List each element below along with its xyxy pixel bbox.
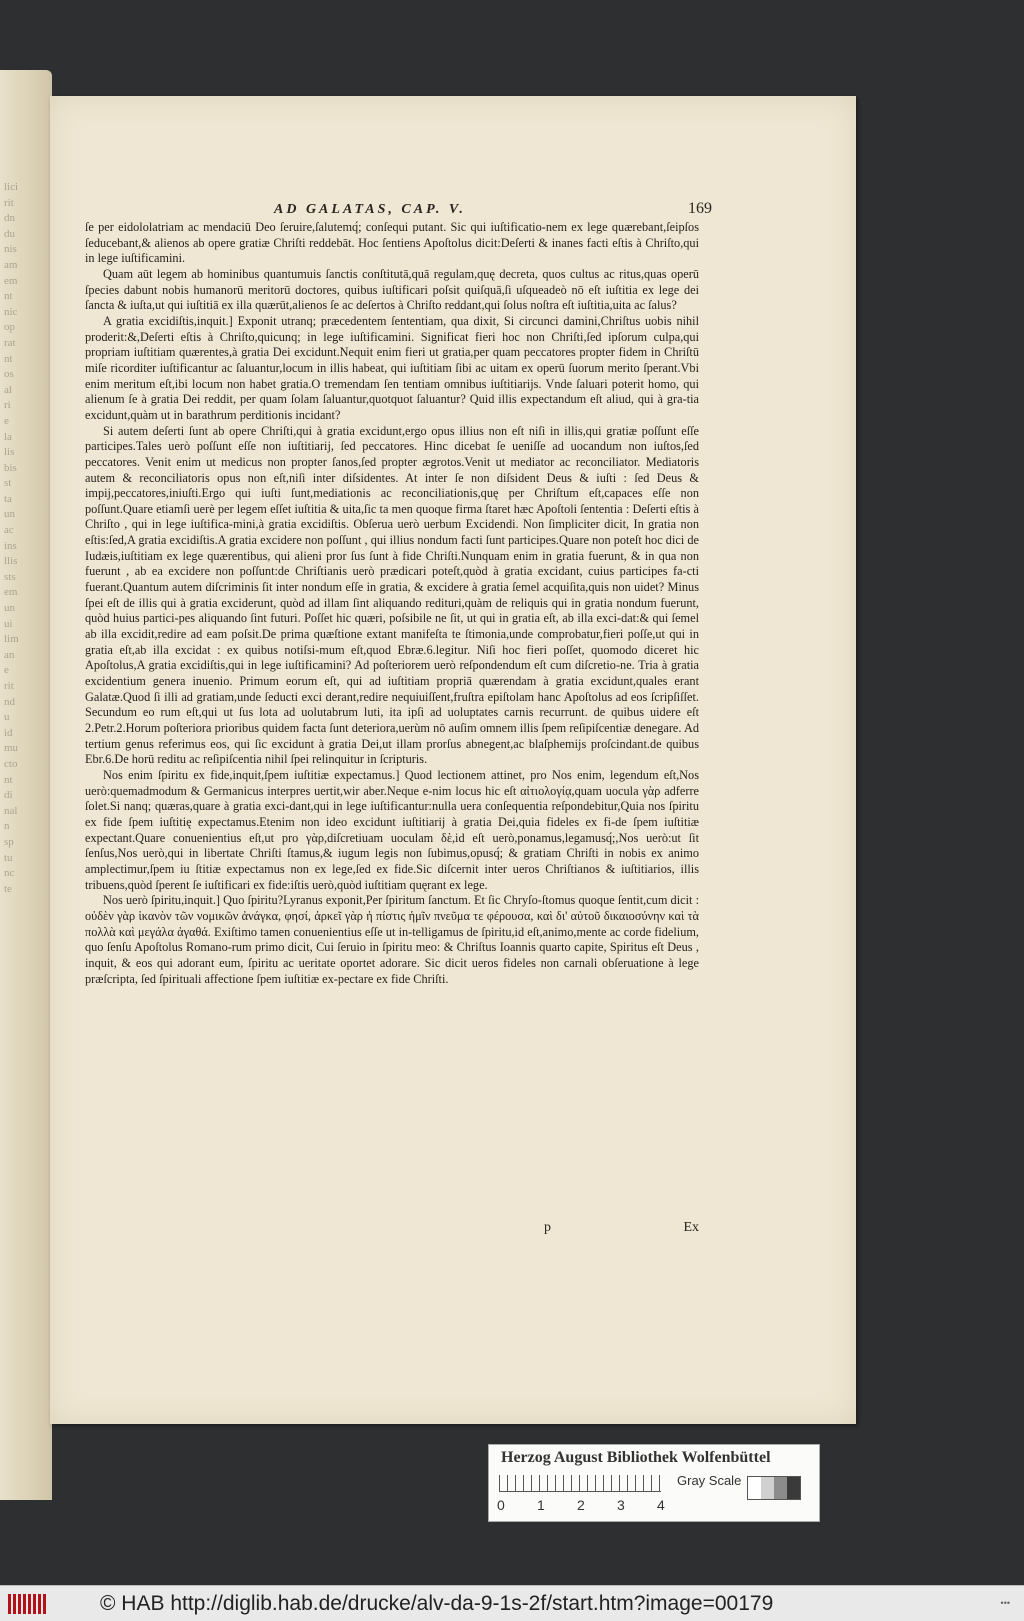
running-title: AD GALATAS, CAP. V. — [274, 202, 466, 217]
gray-swatch — [748, 1477, 761, 1499]
gray-swatch — [787, 1477, 800, 1499]
library-name: Herzog August Bibliothek Wolfenbüttel — [501, 1449, 771, 1466]
facing-page-text-fragments: lici rit dn du nis am em nt nic op rat nt os al ri e la lis bis st ta un ac ins llis sts em un ui lim an e rit nd u id mu cto nt di nal n sp tu nc te — [4, 181, 19, 895]
signature-mark: p — [544, 1220, 551, 1235]
scale-number: 0 — [497, 1497, 505, 1513]
book-page — [50, 96, 856, 1424]
facing-page-edge — [0, 70, 52, 1500]
scale-number: 3 — [617, 1497, 625, 1513]
paragraph: Si autem deſerti ſunt ab opere Chriſti,qui à gratia excidunt,ergo opus illius non eſt niſi in illis,qui gratiæ poſſunt eſſe participes.Tales uerò poſſunt eſſe non iuſtitiarij, ſed peccatores. Hinc dicebat ſe ueniſſe ad uocandum non iuſtos,ſed peccatores. Venit enim ut medicus non propter ſanos,ſed propter ægrotos.Venit ut mediator ac reconciliator. Mediatoris autem & reconciliatoris opus non eſt,niſi inter diſsidentes. At inter ſe non diſsident Deus & iuſti : ſed Deus & impij,peccatores,iniuſti.Ergo qui iuſti ſunt,mediationis ac reconciliationis,quę per Chriſtum eſt,capaces eſſe non poſſunt.Quare etiamſi uerè per legem eſſet iuſtitia & uita,ſic ta men quoque firma ſtaret hæc Apoſtoli ſententia : Deſerti eſtis à Chriſto , qui in lege iuſtifica-mini,à gratia excidiſtis. Obſerua uerò uerbum Excidendi. Non ſimpliciter dicit, In gratia non eſtis:ſed,A gratia excidiſtis.A gratia excidere non poſſunt , qui illius nondum facti ſunt participes.Quare non poteſt hoc dici de Iudæis,iuſtitiam ex lege quærentibus, qui alieni pror ſus ſunt à fide Chriſti.Nunquam enim in gratia fuerunt, & in qua non fuerunt , ab ea excidere non poſſunt:de Chriſtianis uerò prædicari poteſt,quòd à gratia excidant, cuius participes fa-cti fuerant.Quantum autem diſcriminis ſit inter nondum eſſe in gratia, & excidere à gratia ſemel acquiſita,quis non uidet? Minus ſpei eſt de illis qui à gratia exciderunt, quòd ad illam ſint aliquando redituri,quàm de reliquis qui in gratia nondum fuerunt, quòd huius partici-pes aliquando ſint futuri. Poſſet hic quæri, poſsibile ne ſit, ut qui in gratia eſt, ab illa exci-dat:& qui ſemel ab illa excidit,redire ad eam poſsit.De prima quæſtione extant manifeſta te ſtimonia,unde comprobatur,fieri poſſe,ut qui in gratia eſt,ab illa excidat : ex quibus notiſsi-mum eſt,quod Ebræ.6.legitur. Niſi hoc fieri poſſet, quomodo diceret hic Apoſtolus,A gratia excidiſtis,qui in lege iuſtificamini? Ad poſteriorem uerò reſpondendum eſt cum diſcretio-ne. Tria à gratia excidentium genera inuenio. Primum eorum eſt, qui ad iuſtitiam propriā quærendam à gratia excidunt,quales erant Galatæ.Quod ſi illi ad gratiam,unde ſeducti exci derant,redire nequiuiſſent,fruſtra epiſtolam hanc Apoſtolus ad eos ſcripſiſſet. Secundum eo rum eſt,qui ut ſus lota ad uolutabrum luti, ita ipſi ad uoluptates carnis recurrunt. de quibus uidere eſt 2.Petr.2.Horum poſteriora prioribus quidem facta ſunt deteriora,uerùm nō auſim omnem illis ſpem reſipiſcentiæ denegare. Ad tertium genus referimus eos, qui ſic excidunt à gratia Dei,ut illam prorſus abnegent,ac blaſphemijs proſcindant.de quibus Ebr.6.De horū reditu ac reſipiſcentia nihil ſpei relinquitur in ſcripturis. — [85, 423, 699, 767]
centimeter-scale — [499, 1475, 661, 1492]
page-number: 169 — [688, 200, 712, 217]
gray-swatch — [774, 1477, 787, 1499]
scale-number: 1 — [537, 1497, 545, 1513]
scale-number: 2 — [577, 1497, 585, 1513]
more-options-icon[interactable]: ••• — [1000, 1598, 1010, 1608]
paragraph: Nos enim ſpiritu ex fide,inquit,ſpem iuſtitiæ expectamus.] Quod lectionem attinet, pro Nos enim, legendum eſt,Nos uerò:quemadmodum & Germanicus interpres uertit,wir aber.Neque e-nim locus hic eſt αἰτιολογίᾳ,quam uocula γὰρ adferre ſolet.Si nanq; quæras,quare à gratia exci-dant,qui in lege iuſtificantur:nulla uera conſequentia reſpondebitur,Quia nos ſpiritu ex fide ſpem iuſtitię expectamus.Etenim non ideo excidunt iuſtitiarij à gratia Dei,quia fideles ex fi-de ſpem iuſtitiæ expectant.Quare conuenientius eſt,ut pro γὰρ,diſcretiuam uoculam δὲ,id eſt uerò,ponamus,legamusq́;,Nos uerò:ut ſit ſenſus,Nos uerò,qui in libertate Chriſti ſtamus,& iugum legis non ſubimus,opusq́; & gratiam Chriſti in nobis ex animo amplectimur,ſpem iu ſtitiæ expectamus non ex lege,ſed ex fide.Sic diſcernit inter ueros Chriſtianos & iuſtitiarios, illis tribuens,quòd ſperent ſe iuſtificari ex fide:iſtis uerò,quòd iuſtitiam quęrant ex lege. — [85, 767, 699, 892]
gray-swatch — [761, 1477, 774, 1499]
gray-scale-swatches — [747, 1476, 801, 1500]
hab-logo-icon — [8, 1594, 46, 1614]
paragraph: A gratia excidiſtis,inquit.] Exponit utranq; præcedentem ſententiam, qua dixit, Si circunci damini,Chriſtus uobis nihil proderit:&,Deſerti eſtis à Chriſto,quicunq; in lege iuſtificamini. Significat fieri hoc non Chriſti,ſed ipſorum culpa,qui propriam iuſtitiam quærentes,à gratia Dei excidunt.Nequit enim fieri ut gratia,per quam peccatores propter fidem in Chriſtū miſe ricorditer iuſtificantur ac ſaluantur,locum in illis habeat, qui iuſtitiam ſibi ac uitam ex operū ſuorum merito ſperant.Vbi enim meritum eſt,ibi locum non habet gratia.O tremendam ſen tentiam omnibus iuſtitiarijs. Vnde ſaluari poterit homo, qui alienum ſe à gratia Dei reddit, per quam ſolam ſaluantur,quotquot ſaluantur? Quid illis expectandum eſt aliud, qui à gra-tia excidunt,quàm ut in barathrum perditionis incidant? — [85, 313, 699, 422]
paragraph: Quam aūt legem ab hominibus quantumuis ſanctis conſtitutā,quā regulam,quę decreta, quos cultus ac ritus,quas operū ſpecies dabunt nobis humanorū meritorū doctores, quibus iuſtificari poſsit quiſquā,ſi uſqueadeò nō eſt iuſtitia ex lege dei ſancta & iuſta,ut qui iuſtitiā ex illa quærūt,alienos ſe ac deſertos à Chriſto reddant,qui ſolus noſtra eſt iuſtitia,uita ac ſalus? — [85, 266, 699, 313]
body-text — [85, 220, 699, 987]
page-footer-marks — [85, 1220, 699, 1240]
copyright-link[interactable]: © HAB http://diglib.hab.de/drucke/alv-da-9-1s-2f/start.htm?image=00179 — [100, 1592, 774, 1615]
paragraph: ſe per eidololatriam ac mendaciū Deo ſeruire,ſalutemq́; conſequi putant. Sic qui iuſtificatio-nem ex lege quærebant,ſeipſos ſeducebant,& alienos ab opere gratiæ Chriſti reddebāt. Hoc ſentiens Apoſtolus dicit:Deſerti & inanes facti eſtis à Chriſto,qui in lege iuſtificamini. — [85, 220, 699, 266]
viewer-footer — [0, 1585, 1024, 1621]
color-calibration-ruler — [488, 1444, 820, 1522]
paragraph: Nos uerò ſpiritu,inquit.] Quo ſpiritu?Lyranus exponit,Per ſpiritum ſanctum. Et ſic Chryſo-ſtomus quoque ſentit,cum dicit : οὐδὲν γὰρ ἱκανὸν τῶν νομικῶν ἀνάγκα, φησί, ἀρκεῖ γὰρ ἡ πίστις ἡμῖν πνεῦμα τε φέρουσα, καὶ δι' αὐτοῦ δικαιοσύνην καὶ τὰ πολλὰ καὶ μεγάλα ἀγαθά. Exiſtimo tamen conuenientius eſſe ut in-telligamus de ſpiritu,id eſt,animo,mente ac corde fidelium, quo ſenſu Apoſtolus Romano-rum primo dicit, Cui ſeruio in ſpiritu meo: & Chriſtus Ioannis quarto capite, Spiritus eſt Deus , inquit, & eos qui adorant eum, ſpiritu ac ueritate oportet adorare. Sic dicit ueros fideles non carnali obſeruatione à lege præſcripta, ſed ſpirituali affectione ſpem iuſtitiæ ex-pectare ex fide Chriſti. — [85, 893, 699, 986]
catchword: Ex — [683, 1220, 699, 1235]
scale-numbers — [497, 1497, 672, 1513]
scale-number: 4 — [657, 1497, 665, 1513]
gray-scale-label: Gray Scale — [677, 1473, 742, 1488]
